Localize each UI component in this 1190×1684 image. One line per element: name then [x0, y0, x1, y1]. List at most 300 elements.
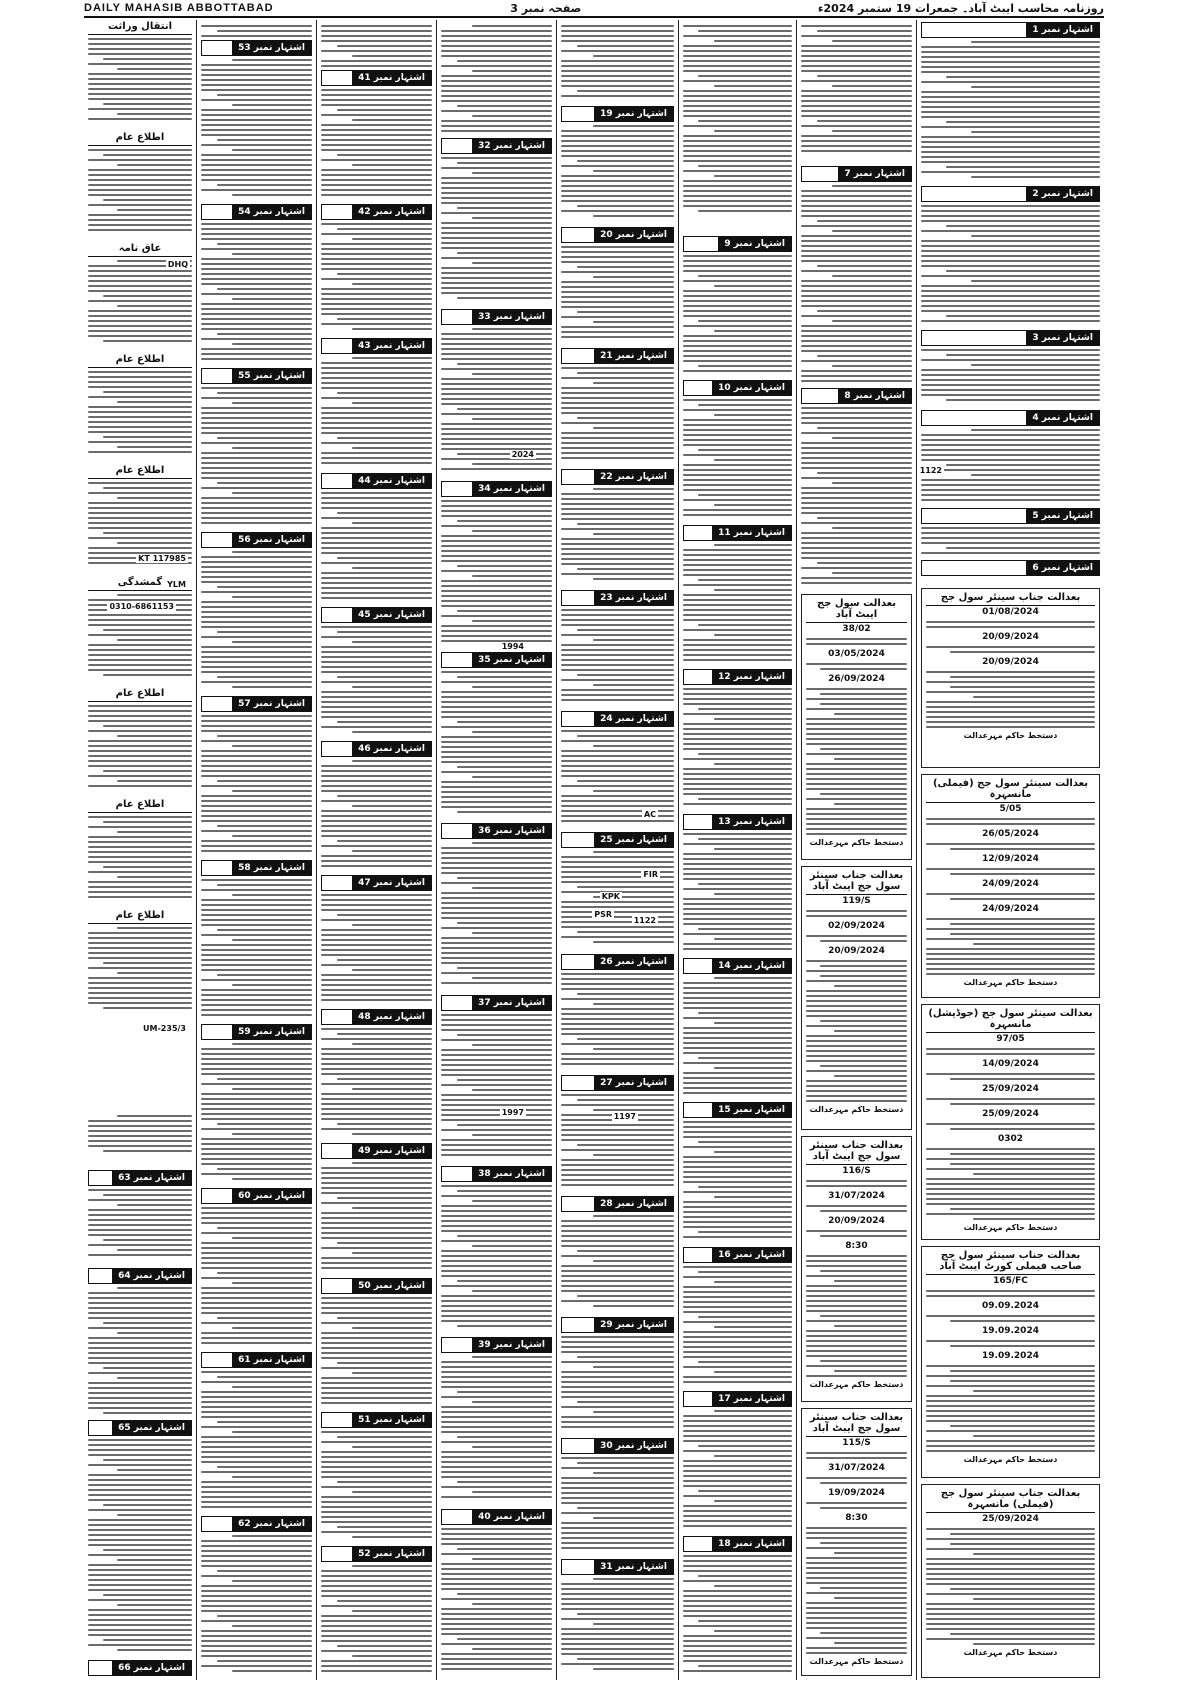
ad-block — [321, 1546, 432, 1676]
text-line — [321, 1660, 432, 1662]
text-line — [201, 904, 312, 906]
text-line — [88, 1579, 192, 1581]
text-line — [683, 469, 792, 471]
text-line — [801, 60, 912, 62]
text-line — [321, 139, 432, 141]
text-line — [201, 576, 312, 578]
text-line — [561, 1159, 674, 1161]
text-line — [593, 321, 674, 323]
text-line — [117, 497, 192, 499]
text-line — [337, 45, 432, 47]
ad-number-tag: اشتہار نمبر 16 — [712, 1248, 791, 1262]
ad-number-tag: اشتہار نمبر 25 — [594, 833, 673, 847]
text-line — [561, 1013, 674, 1015]
text-line — [801, 205, 912, 207]
text-line — [971, 41, 1100, 43]
text-line — [441, 35, 552, 37]
text-line — [593, 1366, 674, 1368]
column-4 — [436, 20, 556, 1680]
text-line — [472, 1134, 552, 1136]
ad-body — [441, 157, 552, 299]
text-block — [683, 22, 792, 215]
text-line — [806, 1085, 907, 1087]
text-line — [926, 1538, 1095, 1540]
text-line — [683, 140, 792, 142]
text-line — [683, 1346, 792, 1348]
text-line — [88, 881, 192, 883]
text-line — [806, 1095, 907, 1097]
court-notice — [921, 774, 1100, 998]
text-line — [561, 1416, 674, 1418]
text-line — [457, 967, 552, 969]
inline-code-text: KPK — [601, 892, 620, 901]
text-line — [950, 1425, 1095, 1427]
text-line — [457, 811, 552, 813]
text-line — [201, 1540, 312, 1542]
text-line — [683, 574, 792, 576]
text-line — [683, 1480, 792, 1482]
text-line — [577, 417, 674, 419]
ad-body — [683, 1266, 792, 1383]
court-detail-date2: 20/09/2024 — [828, 1216, 885, 1226]
ad-number-tag: اشتہار نمبر 42 — [352, 205, 431, 219]
text-line — [561, 1275, 674, 1277]
text-line — [321, 701, 432, 703]
text-line — [441, 167, 552, 169]
ad-block — [321, 338, 432, 468]
text-line — [321, 1441, 432, 1443]
text-line — [201, 129, 312, 131]
text-line — [201, 1560, 312, 1562]
text-line — [201, 457, 312, 459]
text-line — [201, 308, 312, 310]
text-line — [457, 1034, 552, 1036]
text-line — [441, 1315, 552, 1317]
text-line — [337, 392, 432, 394]
ad-block — [561, 1559, 674, 1676]
text-line — [88, 1125, 192, 1127]
text-line — [201, 1302, 312, 1304]
text-line — [321, 1322, 432, 1324]
text-line — [217, 1376, 312, 1378]
text-line — [683, 150, 792, 152]
text-line — [561, 755, 674, 757]
text-line — [201, 442, 312, 444]
court-signature: دستخط حاکم مہرعدالت — [809, 838, 904, 847]
text-line — [472, 932, 552, 934]
text-line — [683, 987, 792, 989]
text-line — [201, 387, 312, 389]
text-line — [593, 684, 674, 686]
text-line — [201, 934, 312, 936]
text-line — [801, 90, 912, 92]
text-line — [561, 65, 674, 67]
text-line — [806, 1275, 907, 1277]
text-line — [801, 70, 912, 72]
ad-header — [201, 860, 312, 876]
court-detail-date1: 20/09/2024 — [982, 632, 1039, 642]
ad-block — [683, 1102, 792, 1242]
text-line — [232, 1535, 312, 1537]
text-line — [950, 1633, 1095, 1635]
text-line — [683, 335, 792, 337]
text-line — [88, 310, 192, 312]
ad-header — [561, 1438, 674, 1454]
text-line — [441, 1064, 552, 1066]
text-line — [441, 247, 552, 249]
text-line — [801, 305, 912, 307]
text-line — [683, 1465, 792, 1467]
notice-title: اطلاع عام — [88, 909, 192, 924]
text-line — [683, 723, 792, 725]
text-line — [232, 1088, 312, 1090]
text-line — [232, 1476, 312, 1478]
text-line — [321, 1531, 432, 1533]
text-line — [698, 1665, 792, 1667]
ad-body — [561, 1578, 674, 1670]
text-line — [441, 90, 552, 92]
text-line — [801, 577, 912, 579]
text-line — [801, 477, 912, 479]
text-line — [337, 1481, 432, 1483]
text-line — [926, 958, 1095, 960]
text-line — [926, 1213, 1095, 1215]
text-line — [201, 730, 312, 732]
text-line — [88, 1307, 192, 1309]
text-line — [321, 1590, 432, 1592]
ad-header — [441, 1337, 552, 1353]
text-line — [683, 300, 792, 302]
text-line — [201, 497, 312, 499]
text-line — [321, 954, 432, 956]
text-line — [921, 389, 1100, 391]
text-line — [926, 1578, 1095, 1580]
text-line — [88, 1479, 192, 1481]
text-line — [201, 840, 312, 842]
text-line — [683, 913, 792, 915]
ad-block — [201, 860, 312, 1020]
text-line — [698, 1141, 792, 1143]
text-line — [926, 1053, 1095, 1055]
ad-block — [683, 236, 792, 376]
text-line — [441, 1019, 552, 1021]
ad-block — [321, 1143, 432, 1273]
text-line — [441, 202, 552, 204]
ad-body — [88, 1439, 192, 1651]
text-line — [321, 1262, 432, 1264]
text-line — [921, 484, 1100, 486]
text-line — [561, 1527, 674, 1529]
ad-block — [561, 348, 674, 465]
text-line — [321, 1382, 432, 1384]
text-line — [806, 995, 907, 997]
text-line — [926, 1450, 1095, 1452]
text-line — [683, 1655, 792, 1657]
text-line — [201, 1267, 312, 1269]
text-line — [683, 1052, 792, 1054]
court-name: بعدالت جناب سینئر سول جج ایبٹ آباد — [806, 1411, 907, 1437]
text-line — [201, 134, 312, 136]
ad-body — [441, 842, 552, 984]
text-line — [441, 1195, 552, 1197]
text-line — [926, 1295, 1095, 1297]
text-line — [561, 1663, 674, 1665]
text-line — [926, 1608, 1095, 1610]
text-line — [217, 482, 312, 484]
text-line — [806, 1290, 907, 1292]
text-line — [561, 694, 674, 696]
ad-body — [683, 1121, 792, 1238]
text-line — [457, 520, 552, 522]
text-line — [201, 914, 312, 916]
text-line — [457, 408, 552, 410]
text-line — [88, 1337, 192, 1339]
text-line — [921, 171, 1100, 173]
ad-number-tag: اشتہار نمبر 56 — [232, 533, 311, 547]
text-line — [88, 624, 192, 626]
text-line — [801, 290, 912, 292]
text-line — [950, 1163, 1095, 1165]
text-line — [593, 170, 674, 172]
text-line — [441, 505, 552, 507]
ad-body — [201, 879, 312, 1016]
ad-header — [201, 1352, 312, 1368]
text-line — [561, 983, 674, 985]
text-line — [321, 104, 432, 106]
text-line — [103, 962, 192, 964]
text-line — [441, 182, 552, 184]
text-line — [217, 825, 312, 827]
text-line — [321, 860, 432, 862]
text-line — [561, 730, 674, 732]
text-line — [201, 323, 312, 325]
text-line — [683, 305, 792, 307]
text-line — [217, 780, 312, 782]
text-line — [683, 1301, 792, 1303]
text-line — [698, 1231, 792, 1233]
text-line — [88, 1599, 192, 1601]
ad-number-tag: اشتہار نمبر 31 — [594, 1560, 673, 1574]
ad-header — [801, 388, 912, 404]
text-line — [321, 387, 432, 389]
ad-header — [441, 823, 552, 839]
text-line — [321, 1103, 432, 1105]
text-line — [88, 1634, 192, 1636]
text-line — [561, 998, 674, 1000]
court-signature: دستخط حاکم مہرعدالت — [809, 1657, 904, 1666]
text-line — [321, 35, 432, 37]
text-line — [321, 159, 432, 161]
text-line — [561, 1406, 674, 1408]
text-line — [232, 253, 312, 255]
ad-block — [88, 1420, 192, 1656]
text-line — [472, 1245, 552, 1247]
text-line — [117, 1287, 192, 1289]
text-line — [472, 1290, 552, 1292]
ad-header — [561, 590, 674, 606]
notice-title: گمشدگی — [88, 576, 192, 591]
text-line — [321, 452, 432, 454]
text-line — [921, 111, 1100, 113]
text-line — [321, 1342, 432, 1344]
text-line — [88, 947, 192, 949]
text-line — [561, 553, 674, 555]
text-line — [806, 1355, 907, 1357]
text-line — [973, 1173, 1095, 1175]
ad-header — [441, 309, 552, 325]
text-line — [88, 1292, 192, 1294]
text-line — [352, 238, 432, 240]
text-line — [88, 1629, 192, 1631]
text-line — [88, 634, 192, 636]
text-line — [201, 1590, 312, 1592]
text-line — [441, 1366, 552, 1368]
text-line — [321, 1063, 432, 1065]
text-line — [441, 1386, 552, 1388]
masthead-title-english: DAILY MAHASIB ABBOTTABAD — [84, 2, 274, 14]
text-line — [88, 43, 192, 45]
text-line — [946, 464, 1100, 466]
text-line — [683, 908, 792, 910]
text-line — [337, 1033, 432, 1035]
text-line — [441, 701, 552, 703]
text-line — [201, 84, 312, 86]
text-line — [88, 426, 192, 428]
text-line — [441, 706, 552, 708]
text-line — [441, 862, 552, 864]
text-line — [88, 1317, 192, 1319]
text-line — [834, 1370, 907, 1372]
text-line — [806, 1502, 907, 1504]
text-line — [683, 1610, 792, 1612]
text-line — [817, 427, 912, 429]
text-line — [88, 664, 192, 666]
text-line — [921, 151, 1100, 153]
text-line — [201, 144, 312, 146]
text-line — [441, 1588, 552, 1590]
text-line — [806, 1350, 907, 1352]
text-line — [950, 848, 1095, 850]
text-line — [683, 644, 792, 646]
text-line — [201, 502, 312, 504]
text-line — [201, 815, 312, 817]
text-line — [921, 156, 1100, 158]
text-line — [457, 1124, 552, 1126]
ad-number-tag: اشتہار نمبر 29 — [594, 1318, 673, 1332]
text-line — [201, 432, 312, 434]
ad-body — [201, 1371, 312, 1508]
text-line — [683, 933, 792, 935]
text-line — [201, 348, 312, 350]
text-line — [88, 1407, 192, 1409]
court-notice-block — [921, 1246, 1100, 1478]
ad-body — [921, 527, 1100, 554]
text-line — [321, 65, 432, 67]
text-line — [714, 1151, 792, 1153]
text-line — [561, 1628, 674, 1630]
ad-block — [321, 204, 432, 334]
text-line — [103, 295, 192, 297]
court-name: بعدالت سینئر سول جج (جوڈیشل) مانسہرہ — [926, 1007, 1095, 1033]
court-notice-block — [801, 1408, 912, 1676]
text-line — [561, 210, 674, 212]
text-line — [441, 1139, 552, 1141]
text-line — [683, 803, 792, 805]
court-detail-date2: 20/09/2024 — [828, 946, 885, 956]
text-line — [88, 1444, 192, 1446]
text-line — [561, 1386, 674, 1388]
text-line — [683, 1032, 792, 1034]
text-line — [321, 1177, 432, 1179]
text-line — [321, 1128, 432, 1130]
text-line — [561, 80, 674, 82]
text-line — [801, 55, 912, 57]
text-line — [921, 71, 1100, 73]
text-line — [201, 944, 312, 946]
text-line — [441, 1069, 552, 1071]
text-line — [88, 1189, 192, 1191]
ad-header — [441, 481, 552, 497]
text-line — [561, 508, 674, 510]
text-line — [321, 124, 432, 126]
text-line — [683, 743, 792, 745]
text-line — [806, 688, 907, 690]
text-line — [337, 228, 432, 230]
text-line — [441, 962, 552, 964]
text-line — [801, 50, 912, 52]
text-line — [441, 232, 552, 234]
ad-header — [201, 204, 312, 220]
text-line — [88, 1644, 192, 1646]
ad-header — [561, 469, 674, 485]
text-line — [201, 1242, 312, 1244]
text-line — [88, 83, 192, 85]
text-line — [921, 454, 1100, 456]
text-line — [352, 805, 432, 807]
notice-block — [88, 353, 192, 458]
court-detail-case: 165/FC — [993, 1276, 1028, 1286]
text-line — [321, 1048, 432, 1050]
text-line — [683, 1062, 792, 1064]
court-detail-date1: 25/09/2024 — [982, 1514, 1039, 1524]
ad-number-tag: اشتہار نمبر 35 — [472, 653, 551, 667]
text-line — [683, 105, 792, 107]
text-line — [337, 631, 432, 633]
text-line — [88, 547, 192, 549]
text-line — [561, 1542, 674, 1544]
text-line — [683, 619, 792, 621]
court-detail-date1: 09.09.2024 — [982, 1301, 1039, 1311]
text-line — [714, 175, 792, 177]
text-line — [103, 487, 192, 489]
ad-block — [321, 607, 432, 737]
ad-header — [201, 1516, 312, 1532]
text-line — [441, 433, 552, 435]
text-line — [561, 654, 674, 656]
ad-header — [441, 652, 552, 668]
text-line — [441, 1300, 552, 1302]
court-notice — [801, 594, 912, 860]
text-line — [201, 1645, 312, 1647]
text-line — [201, 755, 312, 757]
ad-number-tag: اشتہار نمبر 9 — [718, 237, 791, 251]
ad-number-tag: اشتہار نمبر 11 — [712, 526, 791, 540]
text-line — [321, 194, 432, 196]
masthead-date-line: روزنامہ محاسب ایبٹ آباد۔ جمعرات 19 ستمبر 2024ء — [817, 1, 1104, 15]
text-line — [201, 1262, 312, 1264]
court-signature: دستخط حاکم مہرعدالت — [963, 1223, 1058, 1232]
text-line — [561, 392, 674, 394]
